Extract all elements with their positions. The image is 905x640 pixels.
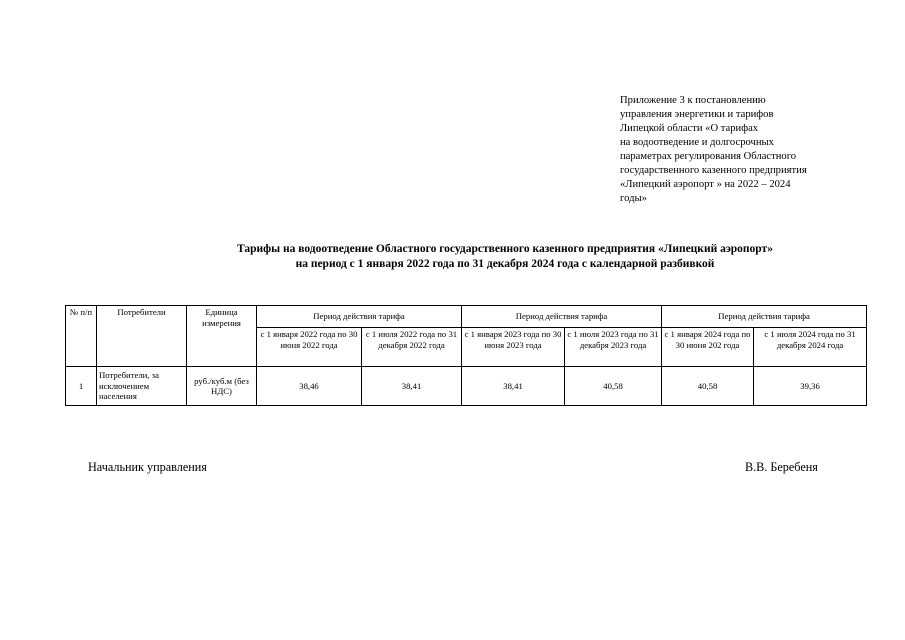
- header-row-1: [66, 306, 867, 328]
- signature-name: В.В. Беребеня: [745, 460, 818, 474]
- row-unit: руб./куб.м (без НДС): [187, 367, 257, 406]
- appendix-line: управления энергетики и тарифов: [620, 109, 774, 120]
- appendix-line: Приложение 3 к постановлению: [620, 95, 766, 106]
- document-title: [60, 242, 905, 272]
- row-value: 40,58: [662, 367, 754, 406]
- row-value: 38,41: [462, 367, 565, 406]
- header-num: № п/п: [66, 306, 97, 367]
- header-period: с 1 января 2024 года по 30 июня 202 года: [662, 328, 754, 367]
- appendix-line: государственного казенного предприятия: [620, 165, 807, 176]
- tariff-table: [65, 305, 867, 406]
- row-value: 38,41: [362, 367, 462, 406]
- header-period-group-2023: Период действия тарифа: [462, 306, 662, 328]
- row-num: 1: [66, 367, 97, 406]
- header-period: с 1 июля 2022 года по 31 декабря 2022 года: [362, 328, 462, 367]
- title-line-2: на период с 1 января 2022 года по 31 декабря 2024 года с календарной разбивкой: [295, 258, 715, 270]
- header-period: с 1 июля 2024 года по 31 декабря 2024 года: [754, 328, 867, 367]
- row-consumer: Потребители, за исключением населения: [97, 367, 187, 406]
- header-period: с 1 января 2023 года по 30 июня 2023 года: [462, 328, 565, 367]
- header-period-group-2022: Период действия тарифа: [257, 306, 462, 328]
- appendix-block: [620, 94, 880, 206]
- title-line-1: Тарифы на водоотведение Областного государственного казенного предприятия «Липецкий аэропорт»: [237, 243, 773, 255]
- row-value: 39,36: [754, 367, 867, 406]
- appendix-line: «Липецкий аэропорт » на 2022 – 2024: [620, 179, 791, 190]
- table-row: [66, 367, 867, 406]
- appendix-line: параметрах регулирования Областного: [620, 151, 797, 162]
- appendix-line: годы»: [620, 193, 647, 204]
- appendix-line: Липецкой области «О тарифах: [620, 123, 759, 134]
- header-period: с 1 января 2022 года по 30 июня 2022 года: [257, 328, 362, 367]
- header-consumers: Потребители: [97, 306, 187, 367]
- header-unit: Единица измерения: [187, 306, 257, 367]
- appendix-line: на водоотведение и долгосрочных: [620, 137, 774, 148]
- signature-position: Начальник управления: [88, 460, 207, 474]
- header-period: с 1 июля 2023 года по 31 декабря 2023 года: [565, 328, 662, 367]
- row-value: 40,58: [565, 367, 662, 406]
- row-value: 38,46: [257, 367, 362, 406]
- header-period-group-2024: Период действия тарифа: [662, 306, 867, 328]
